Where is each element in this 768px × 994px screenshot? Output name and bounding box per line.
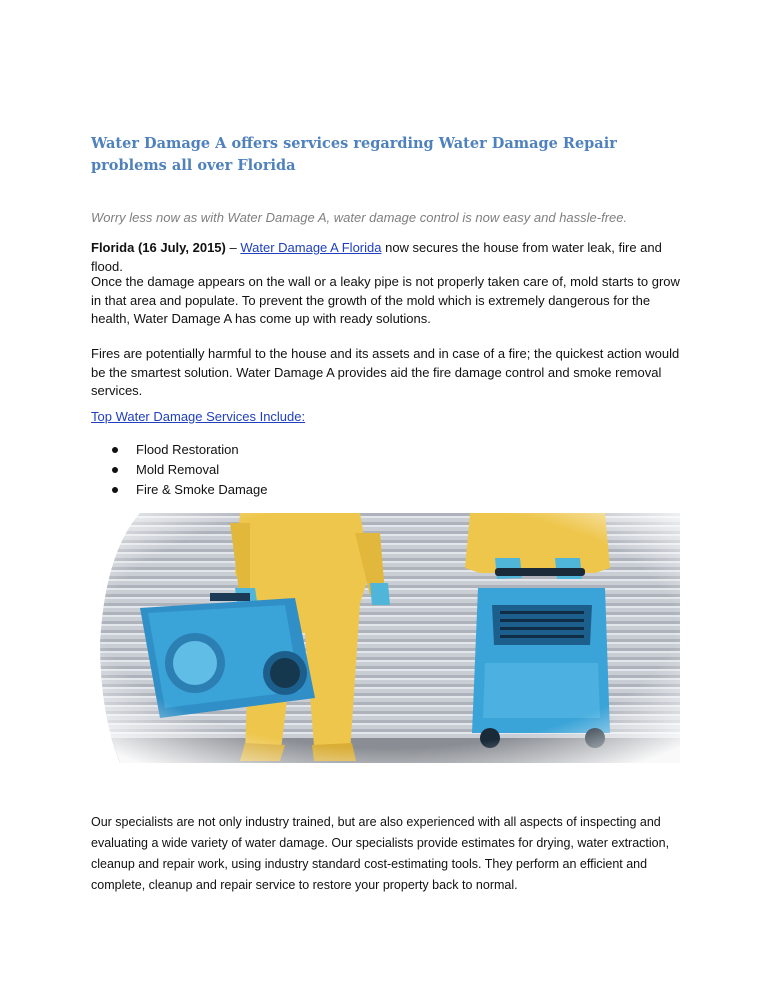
service-label: Fire & Smoke Damage: [136, 482, 268, 497]
article-subtitle: Worry less now as with Water Damage A, water damage control is now easy and hassle-free.: [91, 210, 628, 225]
article-title: Water Damage A offers services regarding Water Damage Repair problems all over Florida: [91, 135, 617, 174]
dateline-rest: now secures the house from water leak, fire and flood.: [91, 240, 662, 274]
bullet-icon: [112, 447, 118, 453]
services-list: [112, 440, 268, 500]
list-item: [112, 460, 268, 480]
mold-paragraph: Once the damage appears on the wall or a leaky pipe is not properly taken care of, mold starts to grow in that area and populate. To prevent the growth of the mold which is extremely dangerous for the health, Water Damage A has come up with ready solutions.: [91, 274, 680, 326]
dateline-dash: –: [225, 240, 241, 255]
closing-paragraph: Our specialists are not only industry trained, but are also experienced with all aspects of inspecting and evaluating a wide variety of water damage. Our specialists provide estimates for drying, water extraction, cleanup and repair work, using industry standard cost-estimating tools. They perform an efficient and complete, cleanup and repair service to restore your property back to normal.: [91, 815, 670, 892]
bullet-icon: [112, 467, 118, 473]
list-item: [112, 480, 268, 500]
dateline-lead: Florida (16 July, 2015): [91, 240, 226, 255]
workers-with-dehumidifier-photo: [100, 513, 680, 763]
photo-vignette: [100, 513, 680, 763]
fire-paragraph: Fires are potentially harmful to the house and its assets and in case of a fire; the quickest action would be the smartest solution. Water Damage A provides aid the fire damage control and smoke removal services.: [91, 346, 680, 398]
list-item: [112, 440, 268, 460]
services-heading-link[interactable]: Top Water Damage Services Include:: [91, 409, 306, 424]
dateline-paragraph: [91, 239, 681, 276]
water-damage-a-florida-link[interactable]: Water Damage A Florida: [240, 240, 382, 255]
service-label: Flood Restoration: [136, 442, 239, 457]
service-label: Mold Removal: [136, 462, 220, 477]
bullet-icon: [112, 487, 118, 493]
